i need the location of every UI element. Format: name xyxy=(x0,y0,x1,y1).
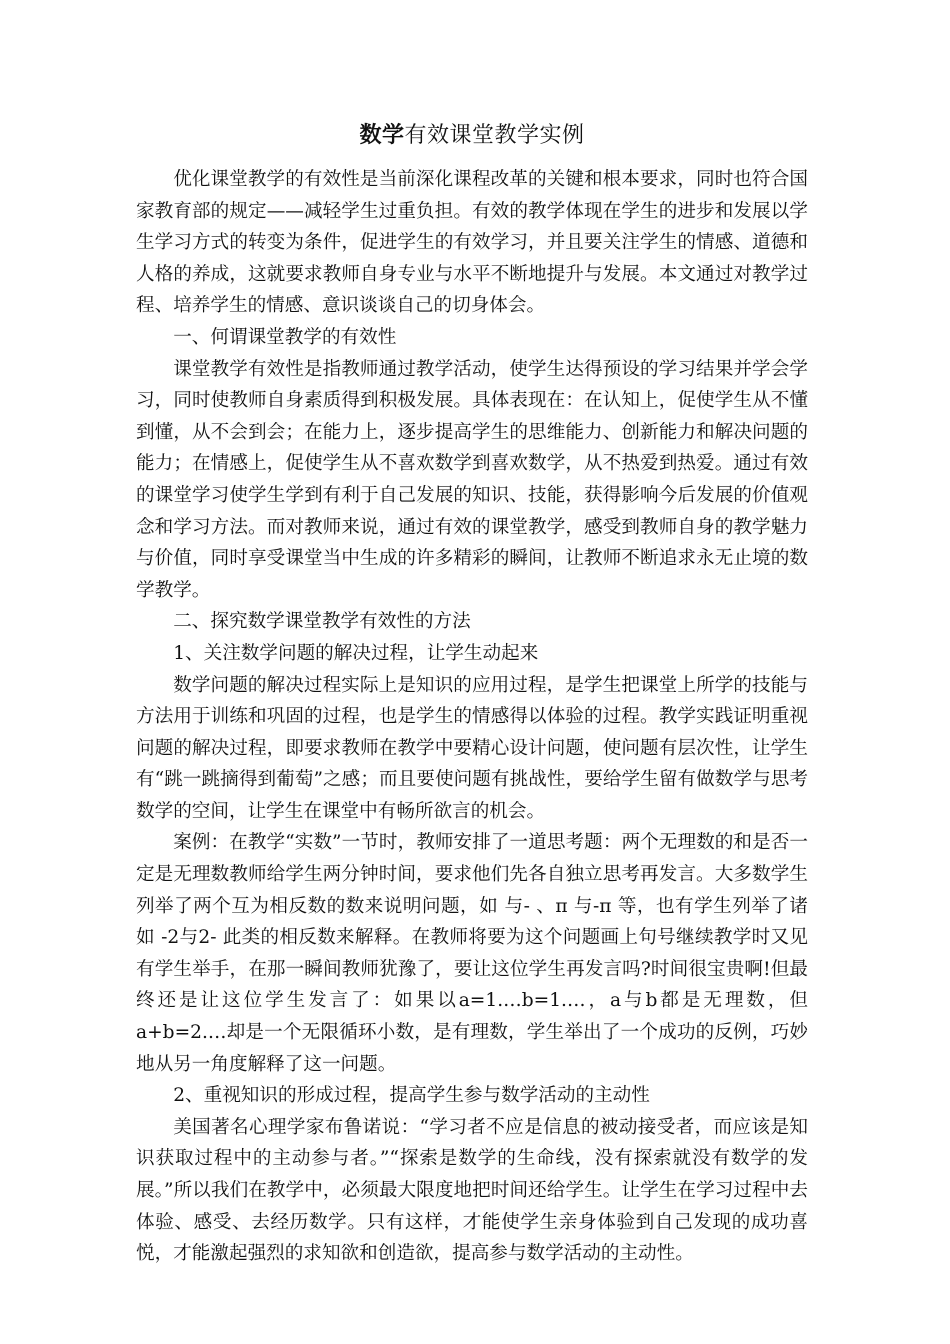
case-example-paragraph: 案例：在教学“实数”一节时，教师安排了一道思考题：两个无理数的和是否一定是无理数教师给学生两分钟时间，要求他们先各自独立思考再发言。大多数学生列举了两个互为相反数的数来说明问题，如 与- 、π 与-π 等，也有学生列举了诸如 -2与2- 此类的相反数来解释。在教师将要为这个问题画上句号继续教学时又见有学生举手，在那一瞬间教师犹豫了，要让这位学生再发言吗?时间很宝贵啊!但最终还是让这位学生发言了：如果以a=1.…b=1.…，a与b都是无理数，但a+b=2.…却是一个无限循环小数，是有理数，学生举出了一个成功的反例，巧妙地从另一角度解释了这一问题。 xyxy=(136,832,808,1075)
title-rest: 有效课堂教学实例 xyxy=(404,123,585,148)
section-heading-2: 二、探究数学课堂教学有效性的方法 xyxy=(173,611,471,633)
subsection-heading-1: 1、关注数学问题的解决过程，让学生动起来 xyxy=(173,642,539,664)
section-heading-1: 一、何谓课堂教学的有效性 xyxy=(173,326,397,348)
document-body xyxy=(136,118,808,1270)
subsection-heading-2: 2、重视知识的形成过程，提高学生参与数学活动的主动性 xyxy=(173,1085,650,1107)
document-title xyxy=(136,118,808,154)
problem-solving-paragraph: 数学问题的解决过程实际上是知识的应用过程，是学生把课堂上所学的技能与方法用于训练和巩固的过程，也是学生的情感得以体验的过程。教学实践证明重视问题的解决过程，即要求教师在教学中要精心设计问题，使问题有层次性，让学生有“跳一跳摘得到葡萄”之感；而且要使问题有挑战性，要给学生留有做数学与思考数学的空间，让学生在课堂中有畅所欲言的机会。 xyxy=(136,674,808,822)
title-prefix: 数学 xyxy=(359,123,405,148)
knowledge-formation-paragraph: 美国著名心理学家布鲁诺说：“学习者不应是信息的被动接受者，而应该是知识获取过程中的主动参与者。”“探索是数学的生命线，没有探索就没有数学的发展。”所以我们在教学中，必须最大限度地把时间还给学生。让学生在学习过程中去体验、感受、去经历数学。只有这样，才能使学生亲身体验到自己发现的成功喜悦，才能激起强烈的求知欲和创造欲，提高参与数学活动的主动性。 xyxy=(136,1116,808,1265)
intro-paragraph: 优化课堂教学的有效性是当前深化课程改革的关键和根本要求，同时也符合国家教育部的规定——减轻学生过重负担。有效的教学体现在学生的进步和发展以学生学习方式的转变为条件，促进学生的有效学习，并且要关注学生的情感、道德和人格的养成，这就要求教师自身专业与水平不断地提升与发展。本文通过对教学过程、培养学生的情感、意识谈谈自己的切身体会。 xyxy=(136,169,808,317)
definition-paragraph: 课堂教学有效性是指教师通过教学活动，使学生达得预设的学习结果并学会学习，同时使教师自身素质得到积极发展。具体表现在：在认知上，促使学生从不懂到懂，从不会到会；在能力上，逐步提高学生的思维能力、创新能力和解决问题的能力；在情感上，促使学生从不喜欢数学到喜欢数学，从不热爱到热爱。通过有效的课堂学习使学生学到有利于自己发展的知识、技能，获得影响今后发展的价值观念和学习方法。而对教师来说，通过有效的课堂教学，感受到教师自身的教学魅力与价值，同时享受课堂当中生成的许多精彩的瞬间，让教师不断追求永无止境的数学教学。 xyxy=(136,358,808,601)
